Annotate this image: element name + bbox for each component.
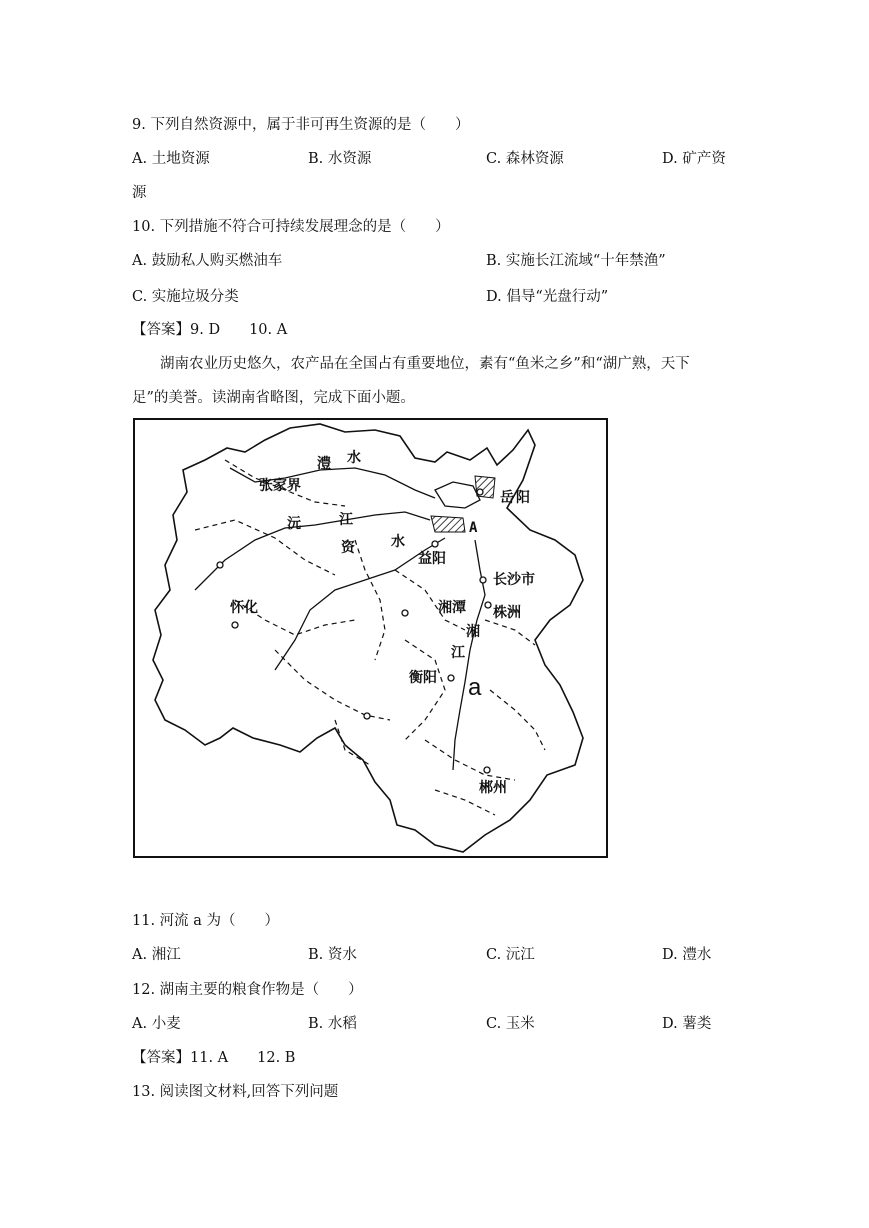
label-xiang: 湘: [466, 624, 480, 640]
question-11-option-b: B. 资水: [308, 947, 357, 963]
label-yue: 岳: [500, 490, 514, 506]
city-dot-yueyang: [477, 489, 483, 495]
city-dot-west: [217, 562, 223, 568]
district-boundaries: [195, 460, 545, 815]
question-9-option-d-wrap: 源: [132, 185, 147, 201]
question-11-option-a: A. 湘江: [132, 947, 181, 963]
label-zhangjiajie: 张家界: [259, 478, 301, 494]
label-zi: 资: [341, 540, 355, 556]
label-A: A: [469, 520, 478, 536]
province-boundary: [153, 424, 583, 852]
question-12-stem: 12. 湖南主要的粮食作物是（ ）: [132, 982, 363, 998]
answer-11-12: 【答案】11. A 12. B: [132, 1050, 296, 1066]
label-yueyang-yang: 阳: [516, 490, 530, 506]
label-changsha: 长沙市: [493, 572, 535, 588]
question-9-stem: 9. 下列自然资源中，属于非可再生资源的是（ ）: [132, 117, 470, 133]
intro-line-1: 湖南农业历史悠久，农产品在全国占有重要地位，素有“鱼米之乡”和“湖广熟，天下: [160, 356, 690, 372]
answer-9-10: 【答案】9. D 10. A: [132, 322, 288, 338]
question-11-option-d: D. 澧水: [662, 947, 712, 963]
question-13-stem: 13. 阅读图文材料,回答下列问题: [132, 1084, 339, 1100]
question-12-option-c: C. 玉米: [486, 1016, 535, 1032]
hatched-area-a: [431, 516, 465, 532]
label-zhuzhou: 株洲: [493, 605, 521, 621]
label-zi-shui: 水: [391, 534, 405, 550]
city-dot-xiangtan: [402, 610, 408, 616]
yuan-river: [195, 512, 430, 590]
question-9-option-b: B. 水资源: [308, 151, 372, 167]
label-li-shui: 水: [347, 450, 361, 466]
question-12-option-a: A. 小麦: [132, 1016, 181, 1032]
question-10-stem: 10. 下列措施不符合可持续发展理念的是（ ）: [132, 219, 450, 235]
hunan-map-svg: [135, 420, 606, 856]
question-9-option-d: D. 矿产资: [662, 151, 726, 167]
city-dot-changsha: [480, 577, 486, 583]
dongting-lake: [435, 482, 480, 508]
question-10-option-a: A. 鼓励私人购买燃油车: [132, 253, 283, 269]
question-12-option-b: B. 水稻: [308, 1016, 357, 1032]
question-9-option-c: C. 森林资源: [486, 151, 564, 167]
city-dot-yiyang: [432, 541, 438, 547]
label-li: 澧: [317, 456, 331, 472]
city-dot-chenzhou: [484, 767, 490, 773]
city-dot-zhuzhou: [485, 602, 491, 608]
label-xiangtan: 湘潭: [438, 600, 466, 616]
question-11-stem: 11. 河流 a 为（ ）: [132, 913, 280, 929]
label-huaihua: 怀化: [230, 600, 258, 616]
label-hengyang: 衡阳: [409, 670, 437, 686]
label-yuan: 沅: [287, 516, 301, 532]
question-9-option-a: A. 土地资源: [132, 151, 210, 167]
label-chenzhou: 郴州: [479, 780, 507, 796]
label-xiang-jiang: 江: [451, 645, 465, 661]
question-10-option-c: C. 实施垃圾分类: [132, 289, 239, 305]
question-10-option-d: D. 倡导“光盘行动”: [486, 289, 609, 305]
question-12-option-d: D. 薯类: [662, 1016, 712, 1032]
hunan-map: [133, 418, 608, 858]
label-river-a: a: [468, 674, 482, 701]
question-11-option-c: C. 沅江: [486, 947, 535, 963]
label-yuan-jiang: 江: [339, 512, 353, 528]
label-yiyang: 益阳: [418, 551, 446, 567]
intro-line-2: 足”的美誉。读湖南省略图，完成下面小题。: [132, 390, 415, 406]
city-dot-hengyang: [448, 675, 454, 681]
city-dot-huaihua: [232, 622, 238, 628]
question-10-option-b: B. 实施长江流域“十年禁渔”: [486, 253, 666, 269]
city-dot-south: [364, 713, 370, 719]
